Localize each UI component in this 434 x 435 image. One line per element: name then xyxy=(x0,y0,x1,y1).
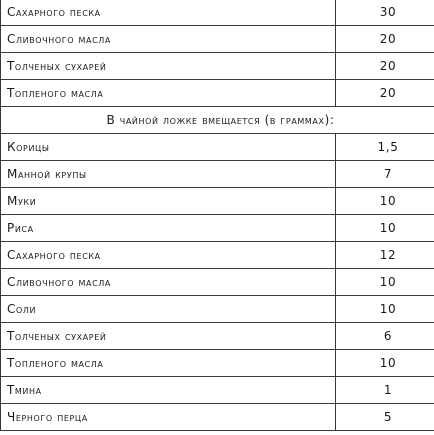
table-row xyxy=(1,26,434,53)
ingredient-grams: 6 xyxy=(336,323,434,350)
ingredient-name: Толченых сухарей xyxy=(1,323,336,350)
table-row xyxy=(1,323,434,350)
ingredient-name: Черного перца xyxy=(1,404,336,431)
ingredient-name: Сахарного песка xyxy=(1,242,336,269)
ingredient-name: Толченых сухарей xyxy=(1,53,336,80)
ingredient-name: Топленого масла xyxy=(1,350,336,377)
ingredient-grams: 5 xyxy=(336,404,434,431)
ingredient-grams: 20 xyxy=(336,26,434,53)
measures-table-body xyxy=(1,0,434,431)
ingredient-grams: 1,5 xyxy=(336,134,434,161)
ingredient-grams: 1 xyxy=(336,377,434,404)
ingredient-name: Топленого масла xyxy=(1,80,336,107)
table-row xyxy=(1,53,434,80)
ingredient-name: Корицы xyxy=(1,134,336,161)
table-row xyxy=(1,215,434,242)
table-row xyxy=(1,242,434,269)
ingredient-name: Сливочного масла xyxy=(1,269,336,296)
ingredient-grams: 10 xyxy=(336,350,434,377)
ingredient-grams: 30 xyxy=(336,0,434,26)
ingredient-grams: 20 xyxy=(336,53,434,80)
ingredient-name: Тмина xyxy=(1,377,336,404)
table-row xyxy=(1,404,434,431)
ingredient-name: Манной крупы xyxy=(1,161,336,188)
ingredient-name: Риса xyxy=(1,215,336,242)
table-row xyxy=(1,161,434,188)
ingredient-grams: 10 xyxy=(336,269,434,296)
ingredient-grams: 7 xyxy=(336,161,434,188)
ingredient-grams: 12 xyxy=(336,242,434,269)
ingredient-name: Сливочного масла xyxy=(1,26,336,53)
table-row xyxy=(1,0,434,26)
table-row xyxy=(1,350,434,377)
ingredient-name: Сахарного песка xyxy=(1,0,336,26)
section-title: В чайной ложке вмещается (в граммах): xyxy=(1,107,434,134)
section-header-row xyxy=(1,107,434,134)
table-row xyxy=(1,80,434,107)
table-row xyxy=(1,377,434,404)
ingredient-grams: 10 xyxy=(336,188,434,215)
ingredient-name: Соли xyxy=(1,296,336,323)
ingredient-grams: 20 xyxy=(336,80,434,107)
ingredient-grams: 10 xyxy=(336,296,434,323)
ingredient-name: Муки xyxy=(1,188,336,215)
table-row xyxy=(1,296,434,323)
ingredient-grams: 10 xyxy=(336,215,434,242)
table-row xyxy=(1,188,434,215)
table-row xyxy=(1,269,434,296)
table-row xyxy=(1,134,434,161)
